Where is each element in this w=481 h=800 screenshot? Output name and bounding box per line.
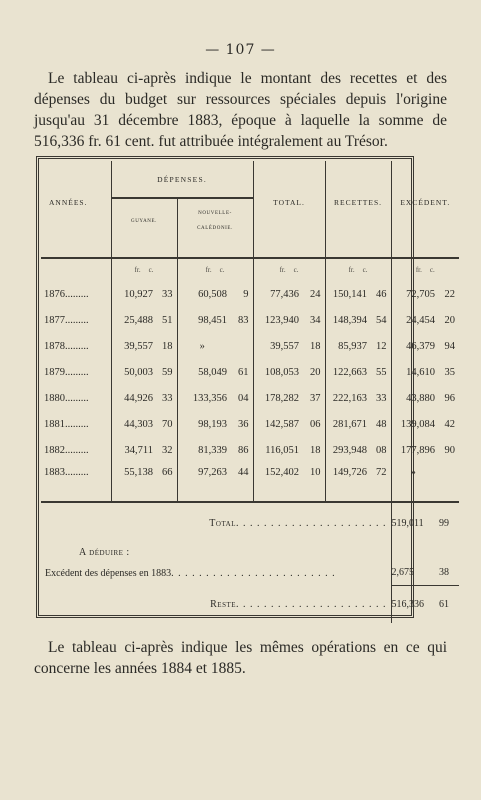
col-total: TOTAL. xyxy=(253,161,325,243)
col-excedent: EXCÉDENT. xyxy=(400,197,451,207)
page-number: — 107 — xyxy=(205,42,276,58)
intro-text: Le tableau ci-après indique le montant des recettes et des dépenses du budget sur ressources spéciales depuis l'origine jusqu'au 31 décembre 1883, époque à laquelle la somme de 516,336 fr. 61 cent. fut attribuée intégralement au Trésor. xyxy=(34,70,447,150)
table-row: 1881......... 44,303 70 98,193 36 142,587 06 281,671 48 139,084 42 xyxy=(41,411,459,437)
table-row: 1878......... 39,557 18 » 39,557 18 85,937 12 46,379 94 xyxy=(41,333,459,359)
total-row: Total. . . . . . . . . . . . . . . . . . . . . . 519,011 99 xyxy=(41,502,459,543)
nc-line-2: CALÉDONIE. xyxy=(197,226,233,231)
col-recettes: RECETTES. xyxy=(325,161,391,243)
col-nouvelle-caledonie xyxy=(177,198,253,243)
excedent-row: Excédent des dépenses en 1883. . . . . . . . . . . . . . . . . . . . . . . . 2,675 38 xyxy=(41,561,459,585)
table-row: 1877......... 25,488 51 98,451 83 123,940 34 148,394 54 24,454 20 xyxy=(41,307,459,333)
reste-row: Reste. . . . . . . . . . . . . . . . . . . . . . 516,336 61 xyxy=(41,585,459,623)
total-label: Total xyxy=(209,517,237,529)
table-row: 1882......... 34,711 32 81,339 86 116,051 18 293,948 08 177,896 90 xyxy=(41,437,459,463)
col-annees: ANNÉES. xyxy=(41,161,111,243)
table-row: 1876......... 10,927 33 60,508 9 77,436 24 150,141 46 72,705 22 xyxy=(41,281,459,307)
finance-table xyxy=(41,161,459,623)
a-deduire-label: A déduire : xyxy=(79,546,130,558)
outro-paragraph xyxy=(34,637,447,679)
intro-paragraph xyxy=(34,68,447,152)
table-row: 1883......... 55,138 66 97,263 44 152,402 10 149,726 72 » xyxy=(41,463,459,502)
table-row: 1879......... 50,003 59 58,049 61 108,053 20 122,663 55 14,610 35 xyxy=(41,359,459,385)
excedent-label: Excédent des dépenses en 1883 xyxy=(45,567,172,579)
units-row: fr. c. fr. c. fr. c. fr. c. fr. c. xyxy=(41,258,459,281)
col-guyane: GUYANE. xyxy=(111,198,177,243)
nc-line-1: NOUVELLE- xyxy=(198,211,232,216)
reste-label: Reste xyxy=(210,598,237,610)
table-row: 1880......... 44,926 33 133,356 04 178,282 37 222,163 33 43,880 96 xyxy=(41,385,459,411)
outro-text: Le tableau ci-après indique les mêmes opérations en ce qui concerne les années 1884 et 1885. xyxy=(34,639,447,677)
col-depenses: DÉPENSES. xyxy=(111,161,253,198)
